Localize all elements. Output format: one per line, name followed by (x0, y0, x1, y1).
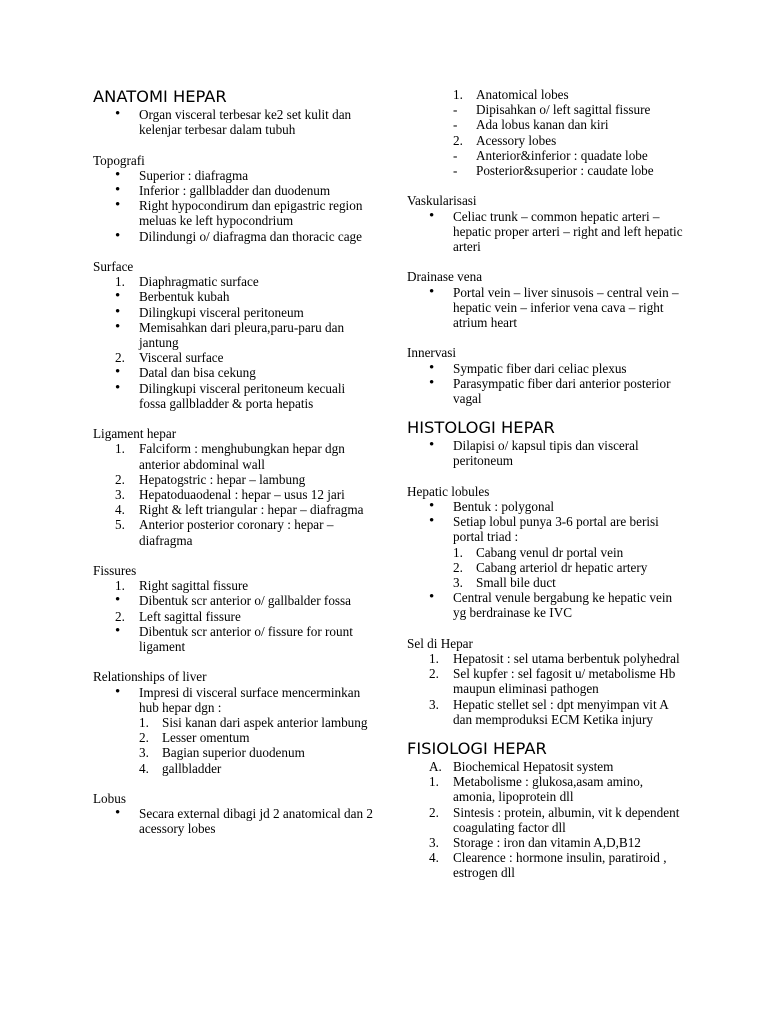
bullet-icon: • (429, 589, 435, 606)
numbered-item (407, 575, 687, 590)
item-text: Bagian superior duodenum (162, 745, 305, 761)
bullet-item (407, 514, 687, 544)
bullet-item (93, 289, 373, 304)
list-marker: - (453, 147, 458, 163)
list-marker: 2. (115, 608, 125, 624)
numbered-item (407, 133, 687, 148)
item-text: Biochemical Hepatosit system (453, 759, 614, 775)
list-marker: 1. (429, 651, 439, 667)
bullet-icon: • (115, 364, 121, 381)
section-heading: HISTOLOGI HEPAR (407, 418, 555, 438)
item-text: Datal dan bisa cekung (139, 365, 256, 381)
list-marker: - (453, 163, 458, 179)
item-text: Dilapisi o/ kapsul tipis dan visceral peritoneum (453, 438, 639, 469)
numbered-item (93, 350, 373, 365)
numbered-item (407, 774, 687, 804)
bullet-icon: • (115, 683, 121, 700)
subsection-title: Vaskularisasi (407, 193, 477, 209)
spacer (407, 406, 687, 418)
section-heading: FISIOLOGI HEPAR (407, 739, 547, 759)
list-marker: 1. (453, 544, 463, 560)
spacer (93, 654, 373, 669)
spacer (407, 469, 687, 484)
list-marker: 2. (453, 559, 463, 575)
list-marker: 1. (429, 774, 439, 790)
list-marker: 2. (115, 350, 125, 366)
bullet-icon: • (115, 379, 121, 396)
spacer (407, 330, 687, 345)
item-text: Dilingkupi visceral peritoneum (139, 304, 304, 320)
item-text: Hepatosit : sel utama berbentuk polyhedral (453, 651, 680, 667)
bullet-item (93, 365, 373, 380)
list-marker: - (453, 102, 458, 118)
item-text: Portal vein – liver sinusois – central vein – hepatic vein – inferior vena cava – right atrium heart (453, 284, 679, 331)
subsection-title: Innervasi (407, 345, 457, 361)
numbered-item (93, 502, 373, 517)
item-text: Dilingkupi visceral peritoneum kecuali fossa gallbladder & porta hepatis (139, 380, 346, 411)
item-text: Right hypocondirum dan epigastric region meluas ke left hypocondrium (139, 198, 363, 229)
subsection-title: Surface (93, 259, 134, 274)
item-text: Anterior posterior coronary : hepar – diafragma (139, 517, 334, 548)
bullet-icon: • (115, 805, 121, 822)
numbered-item (407, 102, 687, 117)
bullet-icon: • (115, 197, 121, 214)
numbered-item (93, 517, 373, 547)
bullet-item (93, 593, 373, 608)
item-text: Inferior : gallbladder dan duodenum (139, 183, 331, 198)
bullet-icon: • (429, 498, 435, 515)
item-text: Dibentuk scr anterior o/ fissure for rount ligament (139, 623, 353, 655)
bullet-item (93, 168, 373, 183)
section-heading: ANATOMI HEPAR (93, 87, 227, 106)
item-text: Dipisahkan o/ left sagittal fissure (476, 102, 651, 118)
numbered-item (407, 163, 687, 178)
numbered-item (407, 117, 687, 132)
item-text: Memisahkan dari pleura,paru-paru dan jantung (139, 319, 345, 351)
bullet-icon: • (429, 374, 435, 391)
bullet-item (93, 685, 373, 715)
spacer (93, 548, 373, 563)
numbered-item (407, 759, 687, 774)
bullet-item (93, 183, 373, 198)
bullet-item (407, 285, 687, 331)
numbered-item (93, 274, 373, 289)
item-text: Hepatogstric : hepar – lambung (139, 471, 306, 487)
spacer (407, 178, 687, 193)
subsection-title: Hepatic lobules (407, 483, 490, 499)
subsection-title: Lobus (93, 791, 126, 807)
right-column (407, 87, 687, 881)
bullet-item (407, 376, 687, 406)
item-text: Bentuk : polygonal (453, 499, 555, 515)
item-text: Dibentuk scr anterior o/ gallbalder fossa (139, 593, 352, 609)
subsection-title: Relationships of liver (93, 669, 207, 685)
list-marker: 1. (453, 87, 463, 102)
item-text: Hepatoduaodenal : hepar – usus 12 jari (139, 487, 345, 503)
numbered-item (407, 560, 687, 575)
item-text: Clearence : hormone insulin, paratiroid , estrogen dll (453, 850, 667, 881)
list-marker: 3. (115, 487, 125, 503)
bullet-icon: • (115, 227, 121, 244)
bullet-item (93, 381, 373, 411)
item-text: Small bile duct (476, 575, 556, 591)
list-marker: 1. (115, 274, 125, 290)
list-marker: 4. (115, 502, 125, 518)
spacer (407, 254, 687, 269)
bullet-icon: • (115, 303, 121, 320)
item-text: Right & left triangular : hepar – diafragma (139, 502, 364, 518)
item-text: Metabolisme : glukosa,asam amino, amonia, lipoprotein dll (453, 774, 644, 805)
item-text: Berbentuk kubah (139, 289, 230, 305)
list-marker: 3. (429, 835, 439, 851)
item-text: Acessory lobes (476, 132, 557, 148)
numbered-item (93, 761, 373, 776)
spacer (93, 776, 373, 791)
bullet-icon: • (429, 513, 435, 530)
bullet-item (93, 305, 373, 320)
bullet-item (407, 499, 687, 514)
bullet-item (93, 320, 373, 350)
list-marker: 1. (115, 441, 125, 457)
spacer (407, 727, 687, 739)
item-text: Visceral surface (139, 350, 224, 366)
item-text: Posterior&superior : caudate lobe (476, 163, 654, 179)
bullet-icon: • (115, 622, 121, 639)
numbered-item (93, 441, 373, 471)
item-text: Storage : iron dan vitamin A,D,B12 (453, 835, 641, 851)
item-text: Impresi di visceral surface mencerminkan hub hepar dgn : (139, 684, 361, 715)
item-text: Sintesis : protein, albumin, vit k dependent coagulating factor dll (453, 804, 680, 835)
numbered-item (407, 835, 687, 850)
item-text: Superior : diafragma (139, 167, 249, 183)
subsection-title: Drainase vena (407, 269, 483, 285)
numbered-item (407, 697, 687, 727)
item-text: Celiac trunk – common hepatic arteri – hepatic proper arteri – right and left hepatic arteri (453, 208, 683, 255)
item-text: Cabang venul dr portal vein (476, 544, 624, 560)
numbered-item (93, 715, 373, 730)
list-marker: - (453, 117, 458, 133)
spacer (407, 621, 687, 636)
numbered-item (407, 87, 687, 102)
list-marker: 2. (429, 804, 439, 820)
numbered-item (93, 745, 373, 760)
bullet-icon: • (429, 207, 435, 224)
spacer (93, 411, 373, 426)
left-column (93, 87, 373, 837)
item-text: Diaphragmatic surface (139, 274, 259, 290)
numbered-item (407, 651, 687, 666)
bullet-icon: • (115, 182, 121, 198)
bullet-icon: • (115, 592, 121, 609)
item-text: Right sagittal fissure (139, 578, 249, 594)
item-text: Setiap lobul punya 3-6 portal are berisi portal triad : (453, 514, 659, 545)
bullet-item (93, 229, 373, 244)
item-text: Hepatic stellet sel : dpt menyimpan vit A dan memproduksi ECM Ketika injury (453, 696, 668, 727)
item-text: Dilindungi o/ diafragma dan thoracic cage (139, 228, 363, 244)
item-text: gallbladder (162, 760, 222, 776)
numbered-item (407, 666, 687, 696)
bullet-item (407, 361, 687, 376)
list-marker: 4. (429, 850, 439, 866)
spacer (93, 137, 373, 152)
item-text: Sisi kanan dari aspek anterior lambung (162, 715, 368, 731)
item-text: Organ visceral terbesar ke2 set kulit dan kelenjar terbesar dalam tubuh (139, 107, 352, 138)
numbered-item (93, 609, 373, 624)
numbered-item (407, 805, 687, 835)
list-marker: 3. (453, 575, 463, 591)
numbered-item (407, 148, 687, 163)
item-text: Parasympatic fiber dari anterior posterior vagal (453, 375, 671, 407)
numbered-item (93, 730, 373, 745)
bullet-icon: • (429, 359, 435, 376)
list-marker: 2. (429, 666, 439, 682)
bullet-item (93, 107, 373, 137)
subsection-title: Sel di Hepar (407, 635, 473, 651)
item-text: Anterior&inferior : quadate lobe (476, 147, 648, 163)
bullet-icon: • (429, 283, 435, 300)
item-text: Anatomical lobes (476, 87, 569, 102)
subsection-title: Ligament hepar (93, 426, 177, 442)
bullet-icon: • (429, 437, 435, 454)
bullet-item (93, 198, 373, 228)
bullet-item (93, 624, 373, 654)
item-text: Sympatic fiber dari celiac plexus (453, 360, 627, 376)
bullet-item (93, 806, 373, 836)
list-marker: 2. (453, 132, 463, 148)
bullet-item (407, 438, 687, 468)
subsection-title: Topografi (93, 152, 145, 168)
bullet-item (407, 590, 687, 620)
list-marker: 3. (429, 696, 439, 712)
item-text: Central venule bergabung ke hepatic vein yg berdrainase ke IVC (453, 590, 673, 621)
numbered-item (93, 578, 373, 593)
list-marker: 4. (139, 760, 149, 776)
list-marker: 2. (115, 471, 125, 487)
item-text: Falciform : menghubungkan hepar dgn anterior abdominal wall (139, 441, 345, 472)
list-marker: 2. (139, 730, 149, 746)
item-text: Ada lobus kanan dan kiri (476, 117, 609, 133)
item-text: Cabang arteriol dr hepatic artery (476, 559, 648, 575)
item-text: Secara external dibagi jd 2 anatomical dan 2 acessory lobes (139, 806, 373, 837)
list-marker: A. (429, 759, 442, 775)
bullet-icon: • (115, 318, 121, 335)
list-marker: 1. (139, 715, 149, 731)
item-text: Sel kupfer : sel fagosit u/ metabolisme Hb maupun eliminasi pathogen (453, 666, 676, 697)
list-marker: 3. (139, 745, 149, 761)
item-text: Left sagittal fissure (139, 608, 241, 624)
bullet-item (407, 209, 687, 255)
list-marker: 1. (115, 578, 125, 594)
item-text: Lesser omentum (162, 730, 250, 746)
numbered-item (407, 545, 687, 560)
subsection-title: Fissures (93, 563, 137, 579)
spacer (93, 244, 373, 259)
numbered-item (93, 472, 373, 487)
list-marker: 5. (115, 517, 125, 533)
numbered-item (407, 850, 687, 880)
bullet-icon: • (115, 166, 121, 183)
bullet-icon: • (115, 288, 121, 305)
bullet-icon: • (115, 106, 121, 122)
numbered-item (93, 487, 373, 502)
